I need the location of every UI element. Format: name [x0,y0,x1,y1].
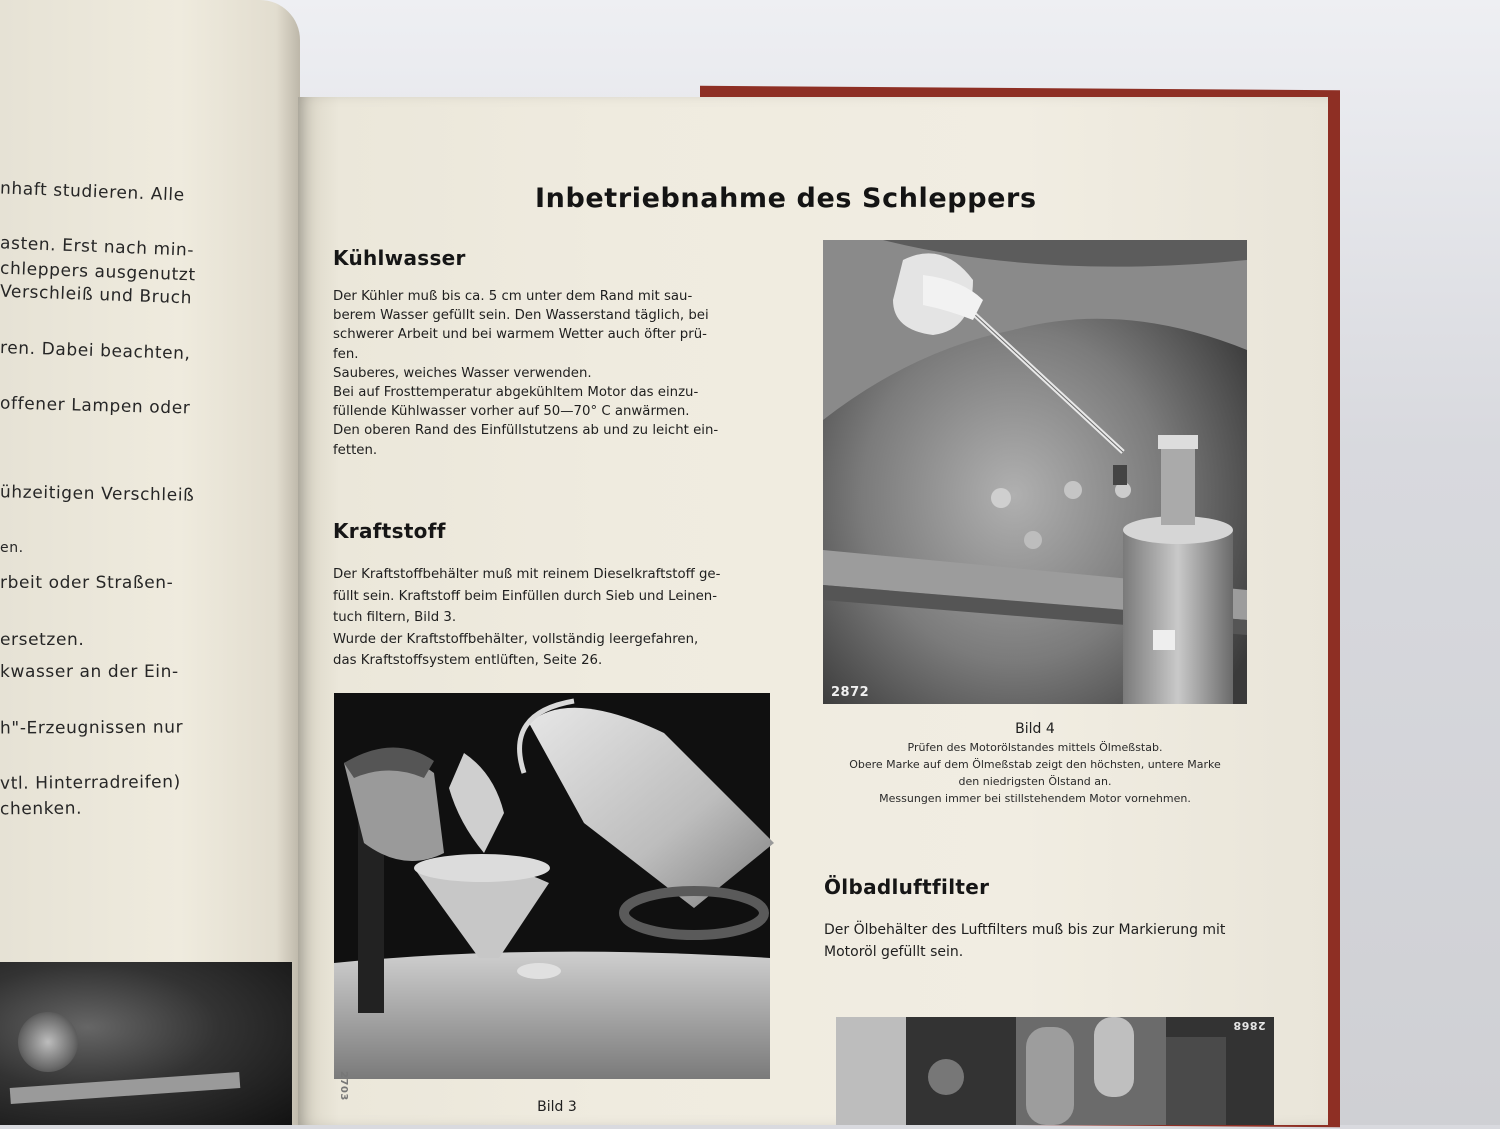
photo-number-label: 2703 [338,1071,349,1101]
left-text-line: h"-Erzeugnissen nur [0,717,184,739]
photo-bild-4 [823,240,1247,704]
text-line: das Kraftstoffsystem entlüften, Seite 26. [333,653,603,668]
left-text-line: offener Lampen oder [0,393,191,419]
paragraph-oelbadluftfilter [824,919,1274,963]
caption-line: Prüfen des Motorölstandes mittels Ölmeßstab. [907,741,1163,754]
page-title: Inbetriebnahme des Schleppers [535,183,1037,214]
air-filter-image [836,1017,1274,1125]
left-text-line: ren. Dabei beachten, [0,338,191,364]
engine-dipstick-image [823,240,1247,704]
photo-number-label: 2868 [1233,1019,1266,1032]
text-line: Bei auf Frosttemperatur abgekühltem Motor das einzu- [333,385,699,401]
text-line: Der Kühler muß bis ca. 5 cm unter dem Rand mit sau- [333,289,693,304]
text-line: füllende Kühlwasser vorher auf 50—70° C anwärmen. [333,404,690,420]
photo-detail [10,1072,241,1104]
caption-title-bild-4: Bild 4 [1015,721,1055,737]
heading-kraftstoff: Kraftstoff [333,519,446,543]
paragraph-kraftstoff [333,564,773,672]
left-text-line: chenken. [0,798,83,820]
left-page-photo [0,962,292,1125]
text-line: fen. [333,346,359,362]
photo-oelbadluftfilter [836,1017,1274,1125]
left-text-line: asten. Erst nach min- [0,233,195,261]
photo-figure [18,1012,78,1072]
photo-bild-3 [334,693,770,1101]
paragraph-kuehlwasser [333,287,773,460]
text-line: Motoröl gefüllt sein. [824,944,964,960]
caption-line: Messungen immer bei stillstehendem Motor vornehmen. [879,792,1191,805]
text-line: Der Ölbehälter des Luftfilters muß bis zur Markierung mit [824,922,1226,938]
heading-oelbadluftfilter: Ölbadluftfilter [824,875,990,899]
left-text-line: en. [0,540,24,556]
caption-line: den niedrigsten Ölstand an. [958,775,1112,788]
caption-line: Obere Marke auf dem Ölmeßstab zeigt den höchsten, untere Marke [849,758,1221,771]
left-text-line: chleppers ausgenutzt [0,258,196,286]
text-line: tuch filtern, Bild 3. [333,610,457,625]
left-text-line: Verschleiß und Bruch [0,281,193,309]
text-line: Wurde der Kraftstoffbehälter, vollständig leergefahren, [333,631,699,647]
left-text-line: kwasser an der Ein- [0,662,179,682]
text-line: schwerer Arbeit und bei warmem Wetter auch öfter prü- [333,327,707,343]
text-line: Der Kraftstoffbehälter muß mit reinem Dieselkraftstoff ge- [333,567,721,582]
caption-title-bild-3: Bild 3 [537,1099,577,1115]
text-line: füllt sein. Kraftstoff beim Einfüllen durch Sieb und Leinen- [333,588,718,604]
left-text-line: ersetzen. [0,630,85,650]
left-text-line: vtl. Hinterradreifen) [0,772,181,794]
text-line: berem Wasser gefüllt sein. Den Wasserstand täglich, bei [333,308,709,324]
left-text-line: rbeit oder Straßen- [0,573,174,593]
text-line: fetten. [333,442,378,458]
text-line: Sauberes, weiches Wasser verwenden. [333,365,592,381]
photo-number-label: 2872 [831,685,870,700]
heading-kuehlwasser: Kühlwasser [333,246,466,270]
left-text-line: ühzeitigen Verschleiß [0,482,195,506]
left-page [0,0,300,1125]
text-line: Den oberen Rand des Einfüllstutzens ab und zu leicht ein- [333,423,719,439]
left-text-line: nhaft studieren. Alle [0,178,186,206]
fuel-filling-image [334,693,770,1079]
